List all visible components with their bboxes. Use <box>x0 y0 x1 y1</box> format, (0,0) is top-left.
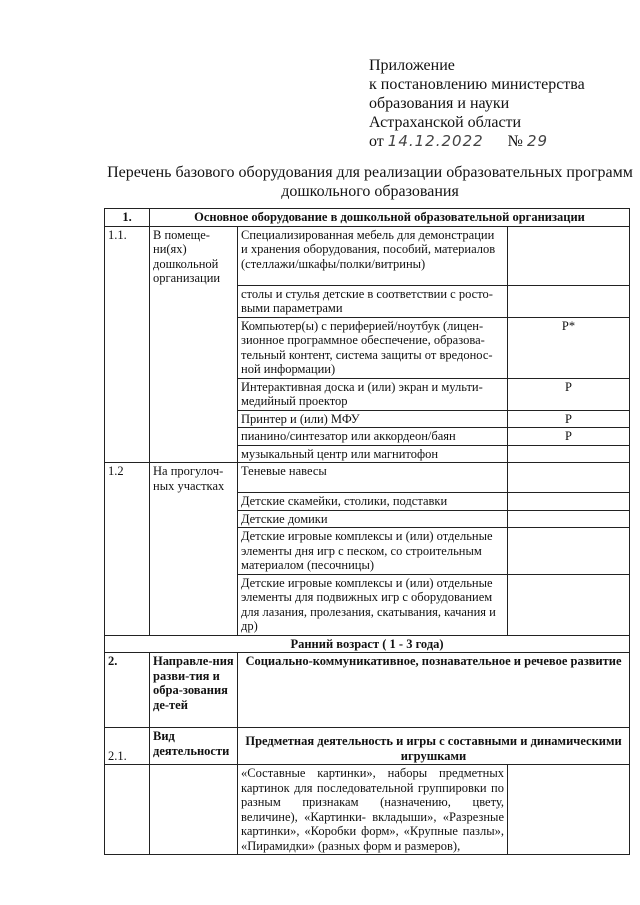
from-label: от <box>369 133 384 150</box>
item-mark <box>508 493 630 511</box>
header-line-region: Астраханской области <box>369 114 522 131</box>
item-text: Детские домики <box>238 510 508 528</box>
subsection-number: 1.2 <box>105 463 150 636</box>
appendix-header <box>369 56 629 151</box>
title-line-1: Перечень базового оборудования для реализации образовательных программ <box>107 164 633 181</box>
section-row <box>105 209 630 227</box>
item-mark <box>508 510 630 528</box>
activity-label: Вид деятельности <box>150 728 238 765</box>
item-text: пианино/синтезатор или аккордеон/баян <box>238 428 508 446</box>
activity-title: Предметная деятельность и игры с составными и динамическими игрушками <box>238 728 630 765</box>
item-text: Принтер и (или) МФУ <box>238 410 508 428</box>
item-text: Детские игровые комплексы и (или) отдельные элементы дня игр с песком, со строительным материалом (песочницы) <box>238 528 508 575</box>
item-mark <box>508 574 630 635</box>
subsection-number: 2.1. <box>105 728 150 765</box>
location-cell: В помеще-ни(ях) дошкольной организации <box>150 226 238 463</box>
table-row <box>105 226 630 285</box>
section-title: Основное оборудование в дошкольной образовательной организации <box>150 209 630 227</box>
item-text: Теневые навесы <box>238 463 508 493</box>
item-text: Детские скамейки, столики, подставки <box>238 493 508 511</box>
section-row <box>105 728 630 765</box>
direction-title: Социально-коммуникативное, познавательное и речевое развитие <box>238 653 630 728</box>
table-row <box>105 463 630 493</box>
item-mark <box>508 528 630 575</box>
empty-cell <box>150 765 238 855</box>
item-text: столы и стулья детские в соответствии с росто-выми параметрами <box>238 285 508 317</box>
item-mark <box>508 463 630 493</box>
subsection-number: 1.1. <box>105 226 150 463</box>
section-row <box>105 653 630 728</box>
item-mark: Р* <box>508 317 630 378</box>
age-header-row <box>105 635 630 653</box>
item-mark: Р <box>508 378 630 410</box>
directions-label: Направле-ния разви-тия и обра-зования де-тей <box>150 653 238 728</box>
header-line-ministry: образования и науки <box>369 95 510 112</box>
handwritten-number: 29 <box>526 132 549 150</box>
title-line-2: дошкольного образования <box>281 183 459 200</box>
header-line-resolution: к постановлению министерства <box>369 76 585 93</box>
header-line-appendix: Приложение <box>369 57 455 74</box>
location-cell: На прогулоч-ных участках <box>150 463 238 636</box>
item-mark <box>508 285 630 317</box>
equipment-table <box>104 208 630 855</box>
item-text: «Составные картинки», наборы предметных картинок для последовательной группировки по разным признакам (назначению, цвету, величине), «Картинки- вкладыши», «Разрезные картинки», «Коробки форм», «Крупные пазлы», «Пирамидки» (разных форм и размеров), <box>238 765 508 855</box>
item-text: Специализированная мебель для демонстрации и хранения оборудования, пособий, материалов (стеллажи/шкафы/полки/витрины) <box>238 226 508 285</box>
item-mark: Р <box>508 410 630 428</box>
item-mark <box>508 226 630 285</box>
item-text: Детские игровые комплексы и (или) отдельные элементы для подвижных игр с оборудованием для лазания, пролезания, скатывания, качания и др) <box>238 574 508 635</box>
number-label: № <box>507 133 523 150</box>
section-number: 1. <box>105 209 150 227</box>
table-row <box>105 765 630 855</box>
item-text: Компьютер(ы) с периферией/ноутбук (лицен-зионное программное обеспечение, образова-тельный контент, система защиты от вредонос-ной информации) <box>238 317 508 378</box>
empty-cell <box>105 765 150 855</box>
section-number: 2. <box>105 653 150 728</box>
item-mark <box>508 445 630 463</box>
item-text: Интерактивная доска и (или) экран и мульти-медийный проектор <box>238 378 508 410</box>
item-text: музыкальный центр или магнитофон <box>238 445 508 463</box>
handwritten-date: 14.12.2022 <box>387 132 484 150</box>
age-header: Ранний возраст ( 1 - 3 года) <box>105 635 630 653</box>
item-mark <box>508 765 630 855</box>
document-title <box>100 163 640 201</box>
header-date-number-line <box>369 132 629 151</box>
item-mark: Р <box>508 428 630 446</box>
